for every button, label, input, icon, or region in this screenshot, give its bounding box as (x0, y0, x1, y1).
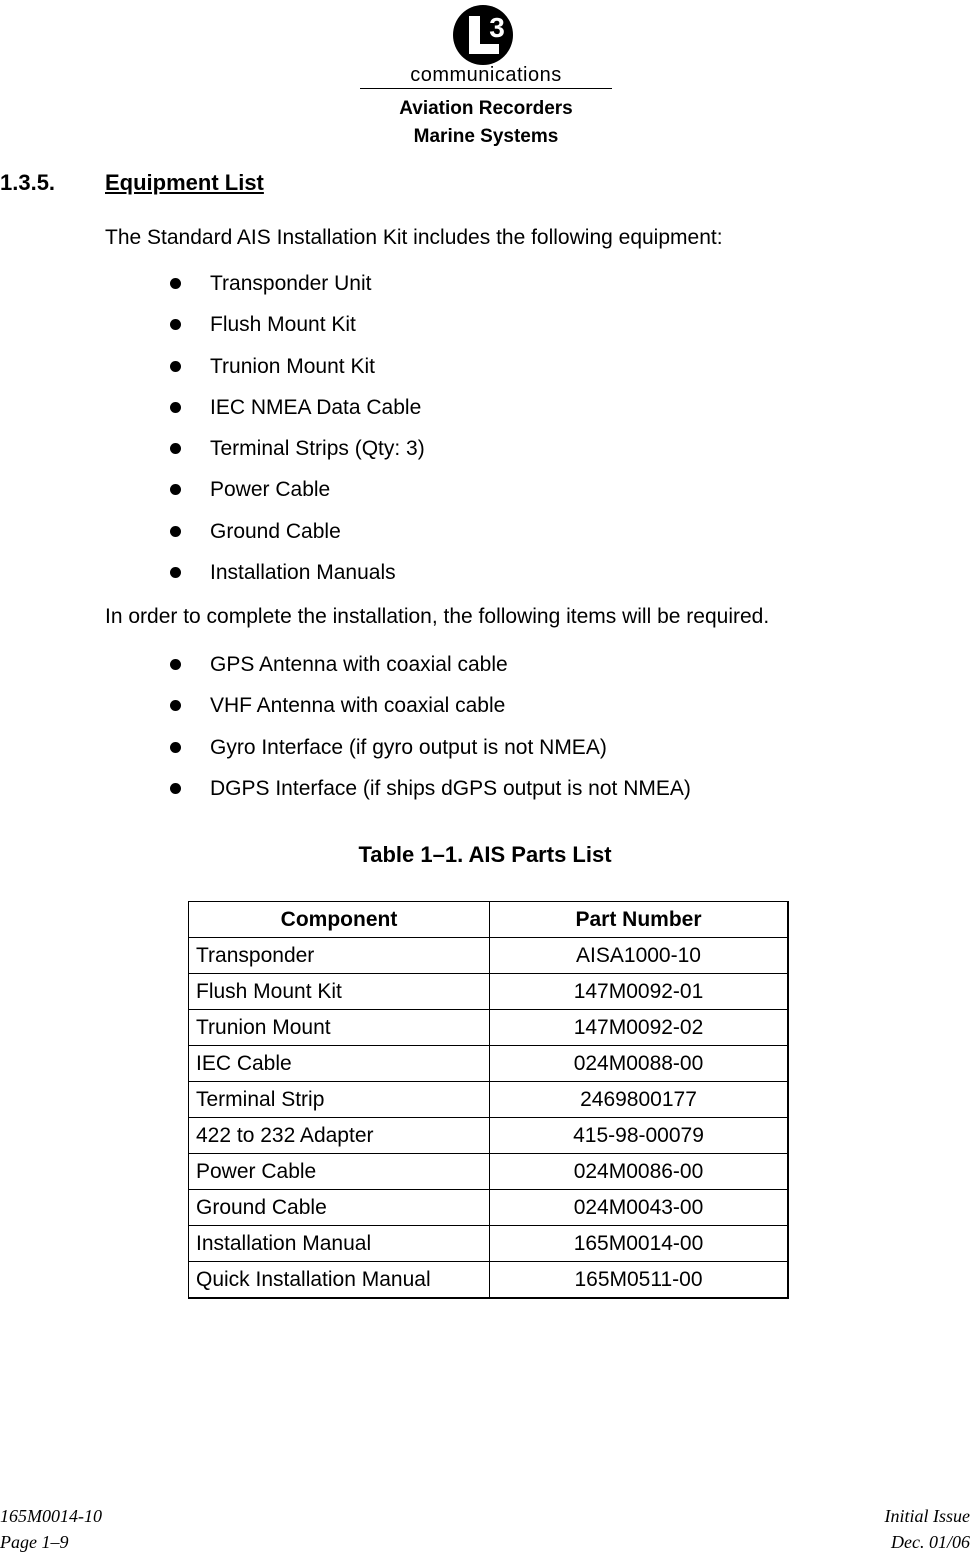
part-number-cell: 2469800177 (490, 1082, 789, 1118)
issue-label: Initial Issue (885, 1503, 970, 1529)
bullet-icon (170, 484, 181, 495)
component-cell: Power Cable (189, 1154, 490, 1190)
component-cell: Trunion Mount (189, 1010, 490, 1046)
table-row (189, 1262, 789, 1299)
table-row (189, 1118, 789, 1154)
kit-intro-paragraph: The Standard AIS Installation Kit includes the following equipment: (105, 226, 723, 250)
part-number-cell: 415-98-00079 (490, 1118, 789, 1154)
part-number-cell: AISA1000-10 (490, 938, 789, 974)
part-number-cell: 024M0086-00 (490, 1154, 789, 1190)
section-number: 1.3.5. (0, 170, 55, 196)
component-cell: Terminal Strip (189, 1082, 490, 1118)
part-number-cell: 024M0088-00 (490, 1046, 789, 1082)
logo-wordmark: communications (360, 64, 612, 86)
bullet-icon (170, 319, 181, 330)
issue-date: Dec. 01/06 (885, 1529, 970, 1555)
header-line-1: Aviation Recorders (360, 95, 612, 123)
bullet-icon (170, 402, 181, 413)
table-row (189, 1226, 789, 1262)
part-number-cell: 165M0511-00 (490, 1262, 789, 1299)
bullet-icon (170, 659, 181, 670)
page-number: Page 1–9 (0, 1529, 102, 1555)
logo-rule (360, 88, 612, 89)
bullet-icon (170, 443, 181, 454)
component-cell: Quick Installation Manual (189, 1262, 490, 1299)
component-cell: Ground Cable (189, 1190, 490, 1226)
component-cell: 422 to 232 Adapter (189, 1118, 490, 1154)
l3-logo-icon (451, 4, 521, 66)
table-header-row (189, 902, 789, 938)
section-title: Equipment List (105, 170, 264, 196)
table-row (189, 1010, 789, 1046)
column-header-component: Component (189, 902, 490, 938)
component-cell: Installation Manual (189, 1226, 490, 1262)
table-caption: Table 1–1. AIS Parts List (0, 842, 970, 868)
bullet-icon (170, 700, 181, 711)
table-row (189, 1154, 789, 1190)
part-number-cell: 147M0092-01 (490, 974, 789, 1010)
header-line-2: Marine Systems (360, 123, 612, 151)
component-cell: IEC Cable (189, 1046, 490, 1082)
table-row (189, 1046, 789, 1082)
column-header-part-number: Part Number (490, 902, 789, 938)
bullet-icon (170, 742, 181, 753)
footer-right (885, 1503, 970, 1555)
footer-left (0, 1503, 102, 1555)
bullet-icon (170, 567, 181, 578)
part-number-cell: 147M0092-02 (490, 1010, 789, 1046)
bullet-icon (170, 526, 181, 537)
bullet-icon (170, 783, 181, 794)
table-row (189, 938, 789, 974)
table-row (189, 1082, 789, 1118)
component-cell: Flush Mount Kit (189, 974, 490, 1010)
page-header (360, 4, 612, 151)
required-intro-paragraph: In order to complete the installation, the following items will be required. (105, 605, 769, 629)
part-number-cell: 024M0043-00 (490, 1190, 789, 1226)
bullet-icon (170, 278, 181, 289)
bullet-icon (170, 361, 181, 372)
component-cell: Transponder (189, 938, 490, 974)
parts-table (188, 901, 789, 1299)
svg-text:3: 3 (489, 12, 505, 43)
part-number-cell: 165M0014-00 (490, 1226, 789, 1262)
document-number: 165M0014-10 (0, 1503, 102, 1529)
table-row (189, 974, 789, 1010)
table-row (189, 1190, 789, 1226)
